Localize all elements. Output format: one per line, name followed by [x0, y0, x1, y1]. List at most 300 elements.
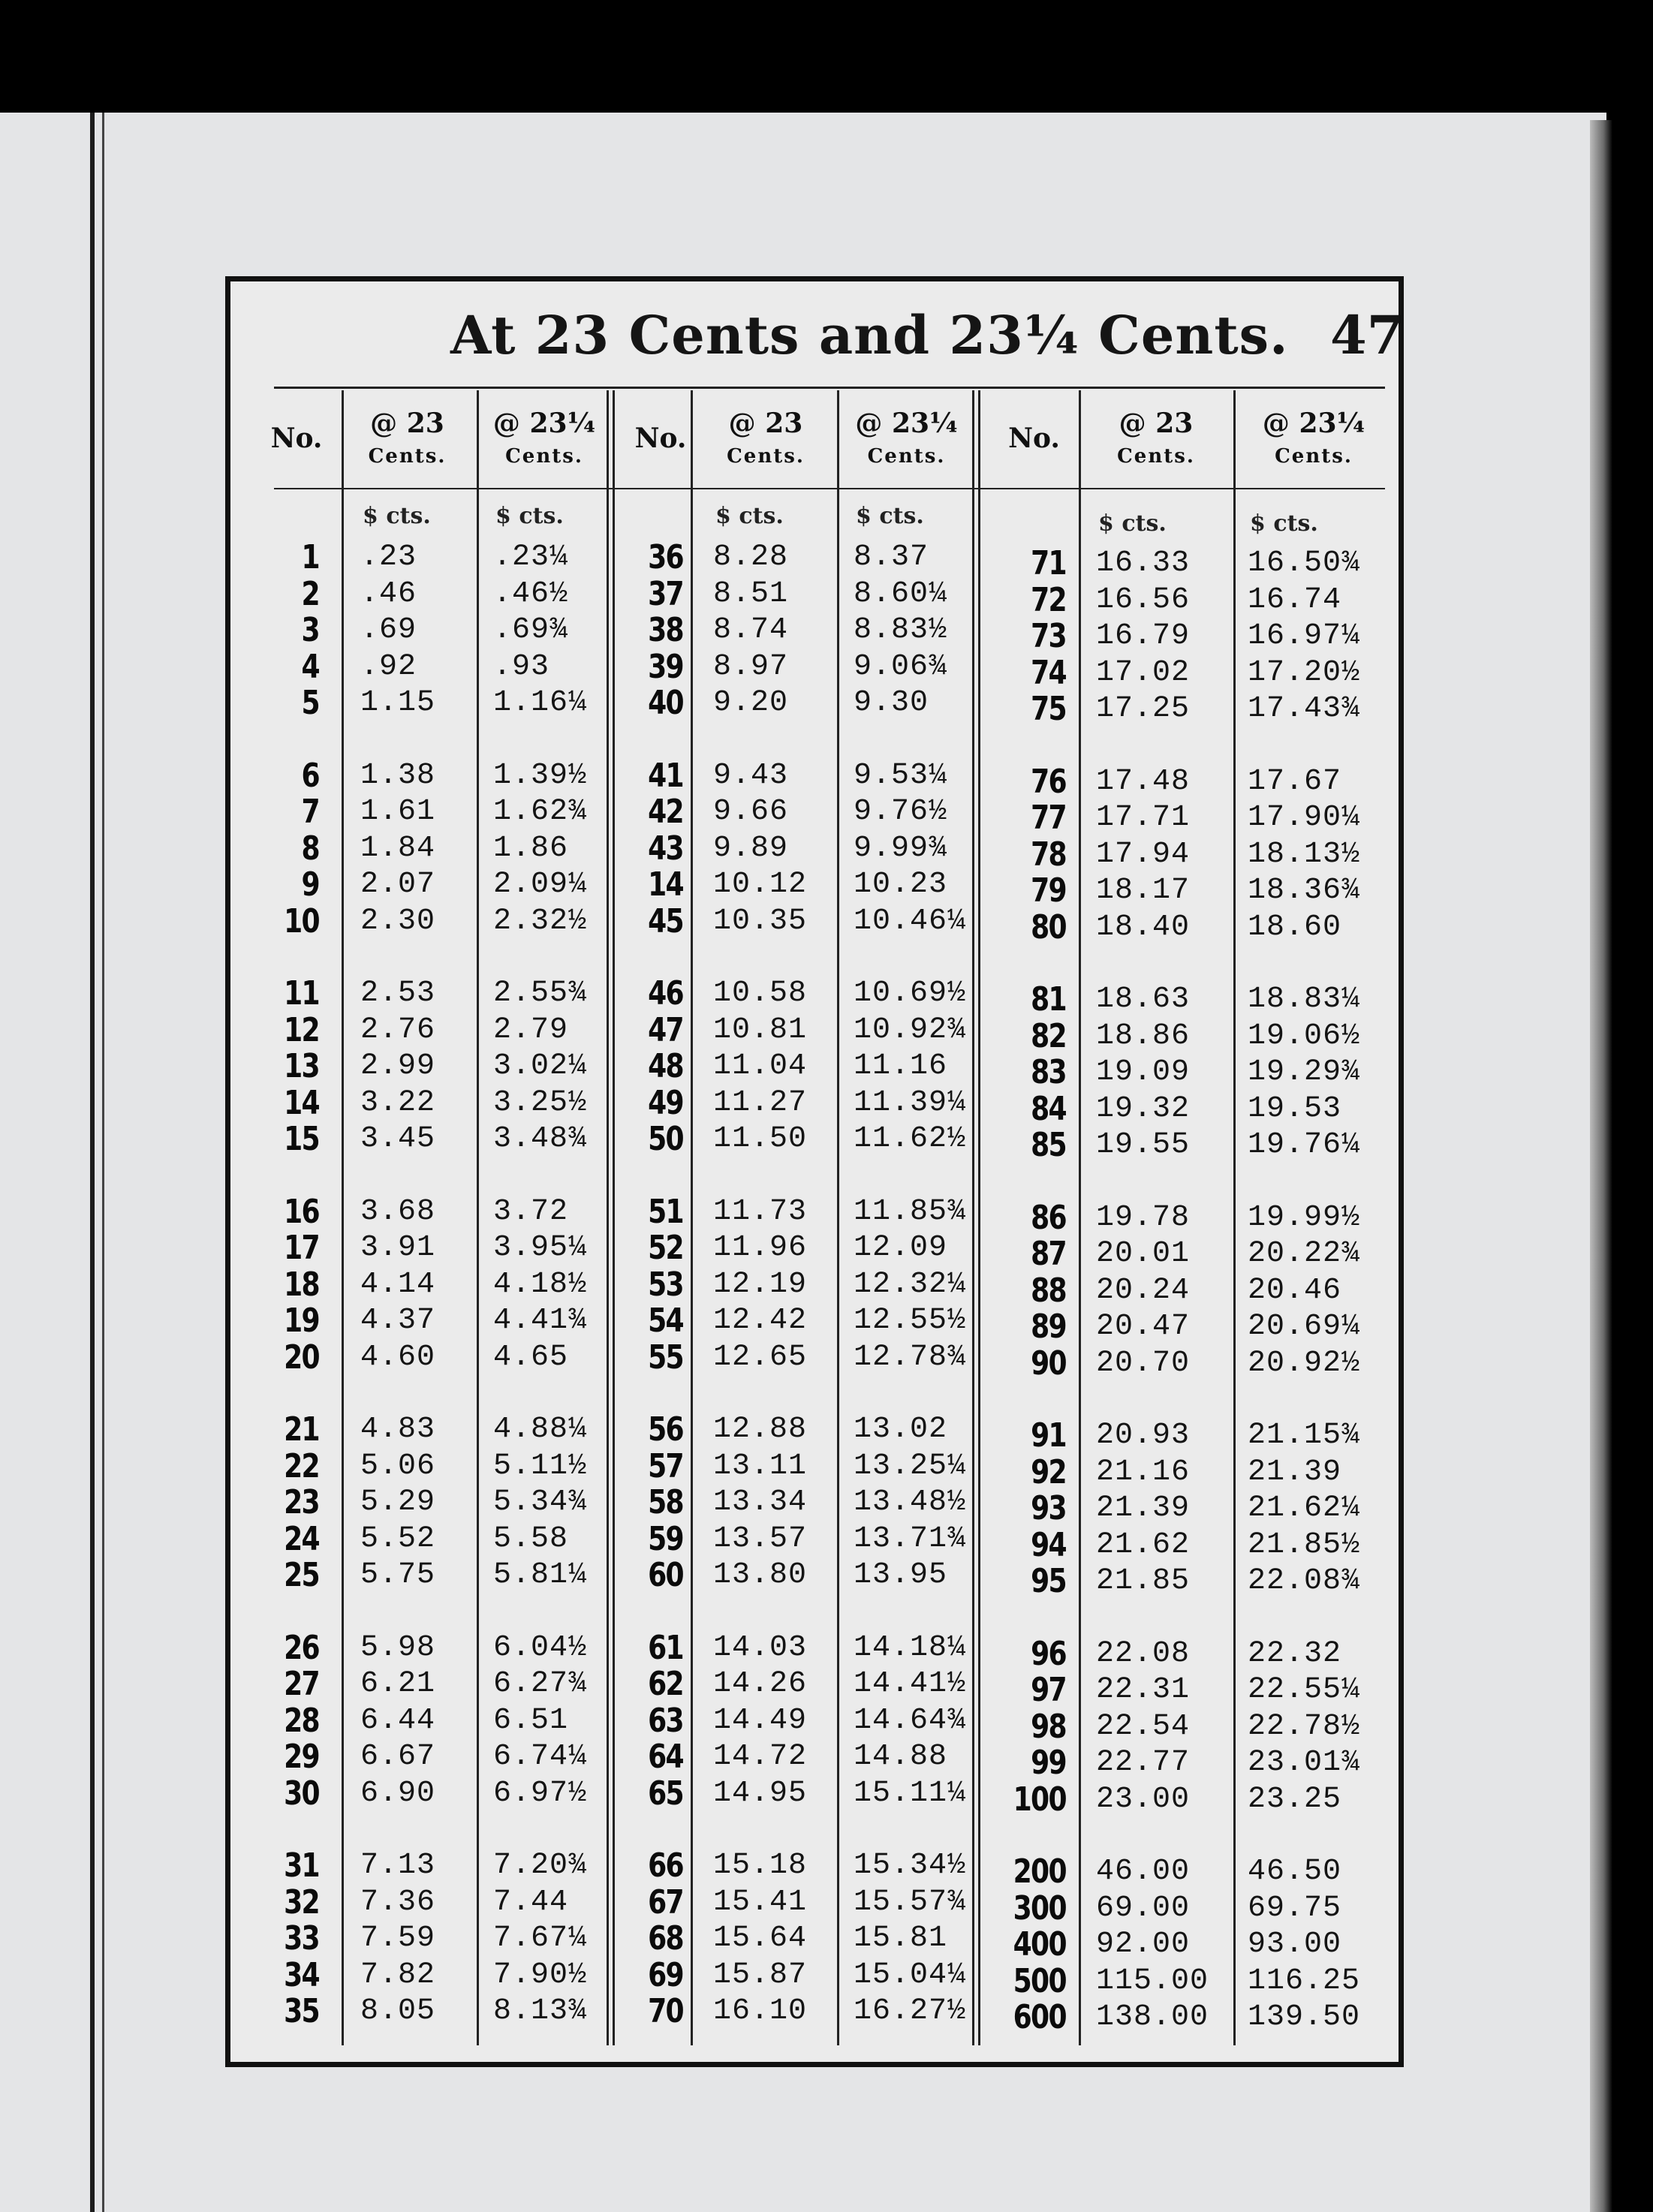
row-number: 8 [301, 829, 319, 868]
row-number: 39 [648, 647, 683, 686]
value-at-23: 8.51 [713, 576, 789, 611]
header-rate-23-quarter-amount: @ 23¼ [1262, 408, 1365, 439]
value-at-23-quarter: 13.02 [854, 1413, 948, 1446]
value-at-23-quarter: 4.88¼ [493, 1413, 588, 1446]
column-divider [837, 390, 839, 2045]
value-at-23-quarter: 10.69½ [854, 977, 967, 1010]
row-number: 24 [284, 1519, 319, 1558]
row-number: 78 [1031, 835, 1066, 874]
row-number: 22 [284, 1446, 319, 1485]
value-at-23: 21.39 [1096, 1491, 1191, 1525]
value-at-23-quarter: 17.43¾ [1248, 692, 1361, 726]
row-number: 300 [1013, 1888, 1066, 1928]
value-at-23: 5.29 [360, 1485, 436, 1519]
value-at-23: 5.75 [360, 1558, 436, 1592]
row-number: 600 [1013, 1998, 1066, 2036]
value-at-23: 15.87 [713, 1958, 808, 1992]
value-at-23-quarter: 8.60¼ [854, 576, 948, 611]
header-no: No. [270, 423, 323, 454]
value-at-23-quarter: 19.53 [1248, 1091, 1342, 1126]
value-at-23-quarter: 9.30 [854, 686, 929, 720]
value-at-23: 20.01 [1096, 1237, 1191, 1271]
row-number: 38 [648, 611, 683, 649]
value-at-23-quarter: .46½ [493, 576, 569, 611]
header-rate-23-quarter [845, 409, 968, 471]
value-at-23: 115.00 [1096, 1964, 1209, 1998]
header-rate-23-unit: Cents. [1117, 445, 1195, 468]
row-number: 200 [1013, 1852, 1066, 1891]
row-number: 13 [284, 1047, 319, 1085]
value-at-23: 18.17 [1096, 874, 1191, 907]
value-at-23-quarter: 3.25½ [493, 1085, 588, 1120]
value-at-23: 22.54 [1096, 1709, 1191, 1744]
value-at-23-quarter: 6.74¼ [493, 1740, 588, 1774]
value-at-23: 2.53 [360, 977, 436, 1010]
value-at-23: 9.66 [713, 795, 789, 829]
value-at-23: 1.38 [360, 758, 436, 793]
value-at-23-quarter: 4.18½ [493, 1267, 588, 1302]
row-number: 75 [1031, 690, 1066, 728]
value-at-23: 10.35 [713, 904, 808, 938]
value-at-23: 13.80 [713, 1558, 808, 1592]
header-no: No. [634, 423, 687, 454]
value-at-23: 11.50 [713, 1122, 808, 1156]
value-at-23: 10.58 [713, 977, 808, 1010]
value-at-23: 1.84 [360, 831, 436, 865]
row-number: 63 [648, 1701, 683, 1740]
value-at-23: 17.94 [1096, 837, 1191, 871]
value-at-23-quarter: 6.27¾ [493, 1667, 588, 1701]
value-at-23-quarter: 15.34½ [854, 1849, 967, 1882]
value-at-23: 20.70 [1096, 1346, 1191, 1380]
value-at-23-quarter: 15.11¼ [854, 1776, 967, 1810]
value-at-23: 138.00 [1096, 2000, 1209, 2034]
value-at-23: 69.00 [1096, 1891, 1191, 1925]
value-at-23: 8.28 [713, 540, 789, 574]
value-at-23: 19.32 [1096, 1091, 1191, 1126]
units-label: $ cts. [363, 503, 431, 529]
value-at-23: 13.11 [713, 1449, 808, 1483]
value-at-23: 9.43 [713, 758, 789, 793]
value-at-23: 23.00 [1096, 1782, 1191, 1816]
row-number: 27 [284, 1665, 319, 1703]
value-at-23-quarter: 93.00 [1248, 1928, 1342, 1961]
row-number: 4 [301, 647, 319, 686]
value-at-23: 19.55 [1096, 1128, 1191, 1162]
value-at-23: 14.03 [713, 1630, 808, 1665]
value-at-23-quarter: 1.62¾ [493, 795, 588, 829]
row-number: 71 [1031, 544, 1066, 582]
value-at-23-quarter: 22.08¾ [1248, 1564, 1361, 1598]
value-at-23: 11.96 [713, 1231, 808, 1265]
value-at-23-quarter: 5.58 [493, 1521, 569, 1556]
value-at-23-quarter: 13.48½ [854, 1485, 967, 1519]
row-number: 95 [1031, 1562, 1066, 1600]
value-at-23-quarter: 12.09 [854, 1231, 948, 1265]
column-divider [613, 390, 615, 2045]
book-gutter-line [90, 113, 95, 2212]
book-gutter-line-thin [102, 113, 104, 2212]
row-number: 34 [284, 1955, 319, 1994]
value-at-23-quarter: 14.88 [854, 1740, 948, 1774]
value-at-23: 15.64 [713, 1922, 808, 1955]
row-number: 55 [648, 1338, 683, 1377]
value-at-23: .92 [360, 649, 417, 684]
header-rate-23 [702, 409, 830, 471]
row-number: 80 [1031, 907, 1066, 946]
value-at-23-quarter: 22.32 [1248, 1636, 1342, 1671]
row-number: 10 [284, 901, 319, 940]
value-at-23-quarter: 4.41¾ [493, 1304, 588, 1338]
value-at-23-quarter: 10.46¼ [854, 904, 967, 938]
row-number: 46 [648, 974, 683, 1013]
row-number: 26 [284, 1628, 319, 1667]
value-at-23: 7.36 [360, 1885, 436, 1919]
value-at-23: 7.59 [360, 1922, 436, 1955]
value-at-23: 16.33 [1096, 546, 1191, 580]
value-at-23-quarter: 7.44 [493, 1885, 569, 1919]
header-rate-23-quarter-unit: Cents. [1275, 445, 1353, 468]
value-at-23: 4.14 [360, 1267, 436, 1302]
value-at-23-quarter: 6.04½ [493, 1630, 588, 1665]
value-at-23-quarter: 20.46 [1248, 1273, 1342, 1308]
value-at-23-quarter: 13.71¾ [854, 1521, 967, 1556]
value-at-23-quarter: 22.78½ [1248, 1709, 1361, 1744]
row-number: 87 [1031, 1235, 1066, 1273]
value-at-23-quarter: 11.16 [854, 1049, 948, 1083]
value-at-23-quarter: 3.95¼ [493, 1231, 588, 1265]
value-at-23-quarter: 22.55¼ [1248, 1673, 1361, 1707]
value-at-23: 12.88 [713, 1413, 808, 1446]
value-at-23-quarter: 4.65 [493, 1340, 569, 1374]
value-at-23: 12.65 [713, 1340, 808, 1374]
value-at-23: 6.44 [360, 1703, 436, 1738]
value-at-23-quarter: 116.25 [1248, 1964, 1361, 1998]
value-at-23: 9.20 [713, 686, 789, 720]
row-number: 94 [1031, 1525, 1066, 1564]
value-at-23-quarter: 5.11½ [493, 1449, 588, 1483]
column-divider [972, 390, 974, 2045]
row-number: 37 [648, 574, 683, 613]
value-at-23-quarter: 19.29¾ [1248, 1055, 1361, 1089]
value-at-23-quarter: 1.16¼ [493, 686, 588, 720]
header-rate-23 [349, 409, 465, 471]
row-number: 48 [648, 1047, 683, 1085]
value-at-23-quarter: 21.62¼ [1248, 1491, 1361, 1525]
value-at-23: 1.61 [360, 795, 436, 829]
row-number: 19 [284, 1302, 319, 1340]
header-rate-23-amount: @ 23 [370, 408, 444, 439]
value-at-23: 6.67 [360, 1740, 436, 1774]
row-number: 2 [301, 574, 319, 613]
value-at-23: 15.18 [713, 1849, 808, 1882]
value-at-23-quarter: 10.23 [854, 868, 948, 901]
value-at-23-quarter: 2.32½ [493, 904, 588, 938]
row-number: 77 [1031, 799, 1066, 837]
value-at-23: 2.99 [360, 1049, 436, 1083]
row-number: 85 [1031, 1126, 1066, 1164]
units-label: $ cts. [1098, 510, 1167, 537]
value-at-23-quarter: 9.06¾ [854, 649, 948, 684]
row-number: 29 [284, 1738, 319, 1776]
row-number: 58 [648, 1483, 683, 1521]
value-at-23-quarter: 139.50 [1248, 2000, 1361, 2034]
value-at-23: .69 [360, 613, 417, 647]
value-at-23: 14.49 [713, 1703, 808, 1738]
row-number: 5 [301, 684, 319, 722]
units-label: $ cts. [1250, 510, 1318, 537]
value-at-23-quarter: 17.67 [1248, 764, 1342, 799]
value-at-23-quarter: 2.55¾ [493, 977, 588, 1010]
value-at-23-quarter: 11.39¼ [854, 1085, 967, 1120]
value-at-23-quarter: 23.25 [1248, 1782, 1342, 1816]
value-at-23-quarter: 13.25¼ [854, 1449, 967, 1483]
row-number: 52 [648, 1229, 683, 1267]
row-number: 16 [284, 1192, 319, 1231]
value-at-23-quarter: 17.90¼ [1248, 801, 1361, 835]
row-number: 82 [1031, 1016, 1066, 1055]
row-number: 33 [284, 1919, 319, 1958]
row-number: 53 [648, 1265, 683, 1304]
value-at-23-quarter: 7.20¾ [493, 1849, 588, 1882]
value-at-23: 17.71 [1096, 801, 1191, 835]
row-number: 79 [1031, 871, 1066, 910]
row-number: 83 [1031, 1053, 1066, 1091]
row-number: 93 [1031, 1489, 1066, 1527]
header-bottom-rule [274, 488, 1385, 489]
row-number: 30 [284, 1774, 319, 1813]
value-at-23-quarter: 3.72 [493, 1194, 569, 1229]
value-at-23: 5.98 [360, 1630, 436, 1665]
value-at-23: 16.79 [1096, 619, 1191, 653]
row-number: 56 [648, 1410, 683, 1449]
value-at-23: 3.22 [360, 1085, 436, 1120]
value-at-23: 16.56 [1096, 582, 1191, 617]
value-at-23-quarter: 13.95 [854, 1558, 948, 1592]
row-number: 64 [648, 1738, 683, 1776]
header-rate-23-unit: Cents. [727, 445, 805, 468]
value-at-23-quarter: 8.13¾ [493, 1994, 588, 2028]
value-at-23: 2.76 [360, 1013, 436, 1047]
value-at-23: .46 [360, 576, 417, 611]
row-number: 40 [648, 684, 683, 722]
column-divider [342, 390, 344, 2045]
value-at-23-quarter: 9.99¾ [854, 831, 948, 865]
row-number: 86 [1031, 1198, 1066, 1237]
row-number: 14 [284, 1083, 319, 1122]
value-at-23: 12.42 [713, 1304, 808, 1338]
page-title: At 23 Cents and 23¼ Cents. [450, 304, 1289, 366]
row-number: 49 [648, 1083, 683, 1122]
value-at-23-quarter: 12.55½ [854, 1304, 967, 1338]
value-at-23-quarter: 3.48¾ [493, 1122, 588, 1156]
units-label: $ cts. [715, 503, 784, 529]
value-at-23: 4.60 [360, 1340, 436, 1374]
row-number: 20 [284, 1338, 319, 1377]
row-number: 70 [648, 1992, 683, 2030]
value-at-23: 4.83 [360, 1413, 436, 1446]
row-number: 23 [284, 1483, 319, 1521]
row-number: 25 [284, 1556, 319, 1594]
row-number: 100 [1013, 1780, 1066, 1819]
row-number: 3 [301, 611, 319, 649]
value-at-23-quarter: 23.01¾ [1248, 1746, 1361, 1780]
value-at-23-quarter: 5.81¼ [493, 1558, 588, 1592]
value-at-23-quarter: 21.85½ [1248, 1527, 1361, 1562]
row-number: 61 [648, 1628, 683, 1667]
value-at-23-quarter: 16.97¼ [1248, 619, 1361, 653]
row-number: 6 [301, 756, 319, 795]
column-divider [978, 390, 980, 2045]
value-at-23-quarter: 15.04¼ [854, 1958, 967, 1992]
value-at-23: 20.93 [1096, 1419, 1191, 1452]
header-no: No. [1008, 423, 1060, 454]
value-at-23: 46.00 [1096, 1855, 1191, 1888]
value-at-23: 92.00 [1096, 1928, 1191, 1961]
value-at-23-quarter: 6.51 [493, 1703, 569, 1738]
value-at-23: 19.09 [1096, 1055, 1191, 1089]
value-at-23: 3.45 [360, 1122, 436, 1156]
value-at-23-quarter: 3.02¼ [493, 1049, 588, 1083]
value-at-23: 6.21 [360, 1667, 436, 1701]
row-number: 9 [301, 865, 319, 904]
header-rate-23-quarter [1239, 409, 1389, 471]
value-at-23-quarter: 19.99½ [1248, 1200, 1361, 1235]
value-at-23: 11.04 [713, 1049, 808, 1083]
value-at-23-quarter: .69¾ [493, 613, 569, 647]
value-at-23: 14.72 [713, 1740, 808, 1774]
row-number: 11 [284, 974, 319, 1013]
row-number: 68 [648, 1919, 683, 1958]
value-at-23-quarter: 11.85¾ [854, 1194, 967, 1229]
row-number: 18 [284, 1265, 319, 1304]
value-at-23-quarter: 10.92¾ [854, 1013, 967, 1047]
value-at-23: 9.89 [713, 831, 789, 865]
value-at-23-quarter: 15.81 [854, 1922, 948, 1955]
value-at-23: 8.74 [713, 613, 789, 647]
value-at-23-quarter: 14.18¼ [854, 1630, 967, 1665]
value-at-23: 21.85 [1096, 1564, 1191, 1598]
value-at-23-quarter: 5.34¾ [493, 1485, 588, 1519]
value-at-23-quarter: 18.36¾ [1248, 874, 1361, 907]
value-at-23-quarter: 1.39½ [493, 758, 588, 793]
value-at-23-quarter: 6.97½ [493, 1776, 588, 1810]
value-at-23: 13.34 [713, 1485, 808, 1519]
header-rate-23-quarter-amount: @ 23¼ [855, 408, 958, 439]
row-number: 72 [1031, 580, 1066, 619]
row-number: 98 [1031, 1707, 1066, 1746]
value-at-23: 3.91 [360, 1231, 436, 1265]
value-at-23-quarter: 18.13½ [1248, 837, 1361, 871]
value-at-23-quarter: 19.06½ [1248, 1019, 1361, 1053]
value-at-23: 19.78 [1096, 1200, 1191, 1235]
header-rate-23-amount: @ 23 [728, 408, 803, 439]
row-number: 400 [1013, 1925, 1066, 1964]
row-number: 50 [648, 1120, 683, 1158]
value-at-23-quarter: 20.69¼ [1248, 1310, 1361, 1344]
row-number: 65 [648, 1774, 683, 1813]
value-at-23-quarter: 18.60 [1248, 910, 1342, 944]
value-at-23: 18.86 [1096, 1019, 1191, 1053]
row-number: 17 [284, 1229, 319, 1267]
page-number: 47 [1330, 304, 1404, 366]
value-at-23: 11.73 [713, 1194, 808, 1229]
value-at-23-quarter: 2.09¼ [493, 868, 588, 901]
row-number: 84 [1031, 1089, 1066, 1128]
row-number: 66 [648, 1846, 683, 1885]
row-number: 15 [284, 1120, 319, 1158]
row-number: 45 [648, 901, 683, 940]
value-at-23: .23 [360, 540, 417, 574]
row-number: 59 [648, 1519, 683, 1558]
value-at-23-quarter: 21.15¾ [1248, 1419, 1361, 1452]
row-number: 47 [648, 1010, 683, 1049]
value-at-23-quarter: 16.50¾ [1248, 546, 1361, 580]
row-number: 42 [648, 793, 683, 831]
row-number: 43 [648, 829, 683, 868]
row-number: 69 [648, 1955, 683, 1994]
value-at-23: 14.26 [713, 1667, 808, 1701]
value-at-23-quarter: 15.57¾ [854, 1885, 967, 1919]
header-rate-23-quarter [484, 409, 604, 471]
value-at-23: 22.31 [1096, 1673, 1191, 1707]
value-at-23-quarter: 8.83½ [854, 613, 948, 647]
value-at-23: 17.25 [1096, 692, 1191, 726]
row-number: 60 [648, 1556, 683, 1594]
row-number: 31 [284, 1846, 319, 1885]
row-number: 67 [648, 1882, 683, 1922]
value-at-23: 2.30 [360, 904, 436, 938]
row-number: 73 [1031, 617, 1066, 655]
row-number: 74 [1031, 653, 1066, 692]
value-at-23: 20.47 [1096, 1310, 1191, 1344]
value-at-23: 21.62 [1096, 1527, 1191, 1562]
row-number: 32 [284, 1882, 319, 1922]
row-number: 7 [301, 793, 319, 831]
value-at-23: 22.08 [1096, 1636, 1191, 1671]
column-divider [691, 390, 693, 2045]
value-at-23-quarter: 11.62½ [854, 1122, 967, 1156]
header-rate-23-quarter-unit: Cents. [505, 445, 583, 468]
value-at-23: 17.02 [1096, 655, 1191, 690]
value-at-23: 18.40 [1096, 910, 1191, 944]
value-at-23: 8.05 [360, 1994, 436, 2028]
value-at-23: 13.57 [713, 1521, 808, 1556]
value-at-23-quarter: 14.41½ [854, 1667, 967, 1701]
value-at-23: 6.90 [360, 1776, 436, 1810]
value-at-23-quarter: 21.39 [1248, 1455, 1342, 1489]
row-number: 89 [1031, 1308, 1066, 1346]
row-number: 1 [301, 538, 319, 576]
value-at-23: 7.13 [360, 1849, 436, 1882]
value-at-23: 12.19 [713, 1267, 808, 1302]
row-number: 91 [1031, 1416, 1066, 1455]
value-at-23-quarter: 17.20½ [1248, 655, 1361, 690]
value-at-23: 1.15 [360, 686, 436, 720]
row-number: 99 [1031, 1744, 1066, 1782]
header-rate-23-unit: Cents. [368, 445, 447, 468]
row-number: 76 [1031, 762, 1066, 801]
value-at-23-quarter: 8.37 [854, 540, 929, 574]
row-number: 41 [648, 756, 683, 795]
value-at-23: 15.41 [713, 1885, 808, 1919]
value-at-23-quarter: 12.32¼ [854, 1267, 967, 1302]
right-page-edge [1590, 120, 1612, 2212]
value-at-23-quarter: 9.76½ [854, 795, 948, 829]
header-rate-23-amount: @ 23 [1119, 408, 1194, 439]
value-at-23: 21.16 [1096, 1455, 1191, 1489]
value-at-23: 7.82 [360, 1958, 436, 1992]
